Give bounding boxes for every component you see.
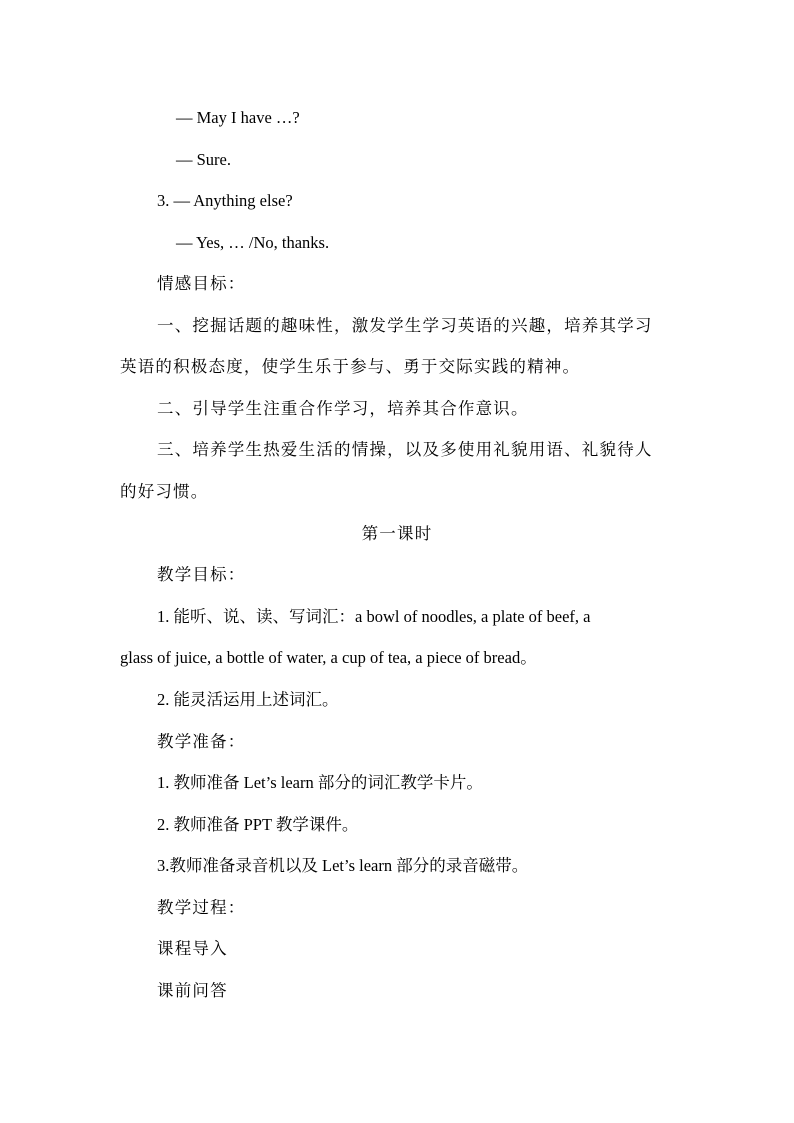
list-item: 3.教师准备录音机以及 Let’s learn 部分的录音磁带。 — [157, 856, 529, 875]
subheading-pre-class-qa: 课前问答 — [157, 981, 228, 1000]
paragraph-line: 的好习惯。 — [120, 482, 209, 501]
list-item: 2. 能灵活运用上述词汇。 — [157, 690, 339, 709]
section-heading-teaching-goals: 教学目标： — [157, 565, 246, 584]
list-item-continuation: glass of juice, a bottle of water, a cup of tea, a piece of bread。 — [120, 648, 537, 667]
lesson-title: 第一课时 — [361, 524, 433, 543]
dialogue-line-anything-else: 3. — Anything else? — [157, 191, 293, 210]
paragraph-line: 一、挖掘话题的趣味性，激发学生学习英语的兴趣，培养其学习 — [157, 316, 653, 335]
section-heading-emotional-goals: 情感目标： — [157, 274, 246, 293]
list-item: 1. 能听、说、读、写词汇：a bowl of noodles, a plate of beef, a — [157, 607, 591, 626]
paragraph-line: 英语的积极态度，使学生乐于参与、勇于交际实践的精神。 — [120, 357, 581, 376]
dialogue-line-may-i-have: — May I have …? — [176, 108, 300, 127]
list-item: 1. 教师准备 Let’s learn 部分的词汇教学卡片。 — [157, 773, 483, 792]
section-heading-teaching-prep: 教学准备： — [157, 732, 246, 751]
section-heading-teaching-process: 教学过程： — [157, 898, 246, 917]
list-item: 2. 教师准备 PPT 教学课件。 — [157, 815, 359, 834]
dialogue-line-yes-no: — Yes, … /No, thanks. — [176, 233, 330, 252]
dialogue-line-sure: — Sure. — [176, 150, 231, 169]
paragraph-line: 三、培养学生热爱生活的情操，以及多使用礼貌用语、礼貌待人 — [157, 440, 653, 459]
paragraph-line: 二、引导学生注重合作学习，培养其合作意识。 — [157, 399, 529, 418]
subheading-lesson-intro: 课程导入 — [157, 939, 228, 958]
